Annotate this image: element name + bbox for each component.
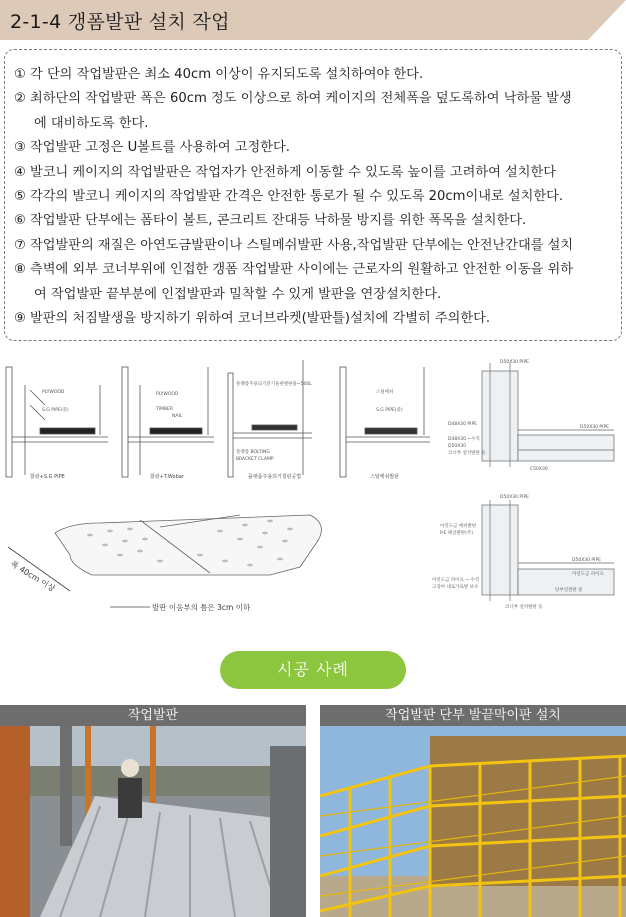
rule-item: ⑧ 측벽에 외부 코너부위에 인접한 갱폼 작업발판 사이에는 근로자의 원활하고 안전한 이동을 위하 여 작업발판 끝부분에 인접발판과 밀착할 수 있게 발판을 연장설치한다. — [14, 262, 573, 302]
technical-drawings — [0, 355, 626, 620]
svg-text:TIMBER: TIMBER — [156, 407, 174, 412]
svg-text:S.G PIPE(중): S.G PIPE(중) — [376, 408, 403, 413]
svg-text:고장아 내로가로발 보수: 고장아 내로가로발 보수 — [432, 585, 479, 590]
svg-text:코너부 설치발판 등: 코너부 설치발판 등 — [505, 605, 543, 610]
svg-text:아연도금 매쉬발판: 아연도금 매쉬발판 — [440, 524, 477, 529]
section-caption-2: 합판+T.Wobar — [150, 474, 184, 480]
svg-text:BRACKET CLAMP: BRACKET CLAMP — [236, 457, 274, 462]
svg-text:D50X30 PIPE: D50X30 PIPE — [500, 360, 530, 365]
svg-text:플랫폼 BOLTING: 플랫폼 BOLTING — [236, 450, 270, 455]
perforated-panel-drawing — [8, 515, 321, 612]
rule-item: ⑨ 발판의 처짐발생을 방지하기 위하여 코너브라켓(발판틀)설치에 각별히 주의한다. — [14, 311, 491, 327]
svg-text:PLYWOOD: PLYWOOD — [156, 392, 179, 397]
svg-text:D48X30 PIPE: D48X30 PIPE — [448, 422, 478, 427]
section-caption-4: 스틸메쉬발판 — [370, 474, 399, 480]
dimension-width-label: 폭 40cm 이상 — [8, 559, 57, 594]
rule-item: ⑤ 각각의 발코니 케이지의 작업발판 간격은 안전한 통로가 될 수 있도록 20cm이내로 설치한다. — [14, 189, 564, 205]
section-drawing-2 — [122, 367, 214, 480]
section-drawing-4 — [340, 367, 430, 480]
svg-text:아연도금 파이프 ~ 수직: 아연도금 파이프 ~ 수직 — [432, 578, 480, 583]
section-drawing-3 — [228, 360, 312, 480]
svg-text:스틸메쉬: 스틸메쉬 — [376, 390, 394, 395]
construction-examples-button[interactable]: 시공 사례 — [220, 651, 406, 689]
photo-caption: 작업발판 — [0, 705, 306, 726]
svg-text:D50X30: D50X30 — [448, 444, 466, 449]
svg-text:D50X30 PIPE: D50X30 PIPE — [580, 425, 610, 430]
svg-text:NAIL: NAIL — [172, 414, 183, 419]
svg-text:D50X30 PIPE: D50X30 PIPE — [572, 558, 602, 563]
rules-box — [4, 49, 622, 341]
rule-item: ③ 작업발판 고정은 U볼트를 사용하여 고정한다. — [14, 140, 290, 156]
svg-text:플랫폼주용되기분기울판발판용~500L: 플랫폼주용되기분기울판발판용~500L — [236, 382, 312, 387]
dimension-gap-label: 발판 이음부의 틈은 3cm 이하 — [152, 603, 251, 612]
toe-board-photo — [320, 726, 626, 917]
photo-panel-work-platform — [0, 705, 306, 917]
rule-item: ④ 발코니 케이지의 작업발판은 작업자가 안전하게 이동할 수 있도록 높이를 고려하여 설치한다 — [14, 164, 557, 180]
svg-text:코너부 설치발판 등: 코너부 설치발판 등 — [448, 451, 486, 456]
corner-detail-bottom — [432, 494, 614, 610]
svg-text:D48X30 ~수직: D48X30 ~수직 — [448, 437, 480, 442]
svg-text:S.G PIPE(중): S.G PIPE(중) — [42, 408, 69, 413]
svg-text:단부연결판 분: 단부연결판 분 — [555, 588, 583, 593]
section-drawing-1 — [6, 367, 108, 480]
section-title: 2-1-4 갱폼발판 설치 작업 — [10, 11, 230, 33]
svg-text:C50X30: C50X30 — [530, 467, 548, 472]
rule-item: ⑥ 작업발판 단부에는 폼타이 볼트, 콘크리트 잔대등 낙하물 방지를 위한 폭목을 설치한다. — [14, 213, 527, 229]
photo-panel-toe-board — [320, 705, 626, 917]
photo-caption: 작업발판 단부 발끝막이판 설치 — [320, 705, 626, 726]
work-platform-photo — [0, 726, 306, 917]
rules-list — [14, 63, 620, 331]
svg-text:PLYWOOD: PLYWOOD — [42, 390, 65, 395]
rule-item: ② 최하단의 작업발판 폭은 60cm 정도 이상으로 하여 케이지의 전체폭을 덮도록하여 낙하물 발생 에 대비하도록 한다. — [14, 91, 572, 131]
section-caption-3: 플랫폼주용되기철판공법 — [248, 474, 302, 480]
rule-item: ① 각 단의 작업발판은 최소 40cm 이상이 유지되도록 설치하여야 한다. — [14, 67, 424, 82]
svg-text:P.E 패널발판(주): P.E 패널발판(주) — [440, 531, 473, 536]
corner-detail-top — [448, 359, 614, 472]
rule-item: ⑦ 작업발판의 재질은 아연도금발판이나 스틸메쉬발판 사용,작업발판 단부에는 안전난간대를 설치 — [14, 237, 574, 253]
svg-text:D50X30 PIPE: D50X30 PIPE — [500, 495, 530, 500]
section-caption-1: 합판+S.G PIPE — [30, 474, 65, 480]
svg-text:아연도금 파이프: 아연도금 파이프 — [572, 572, 604, 577]
section-header — [0, 0, 626, 40]
